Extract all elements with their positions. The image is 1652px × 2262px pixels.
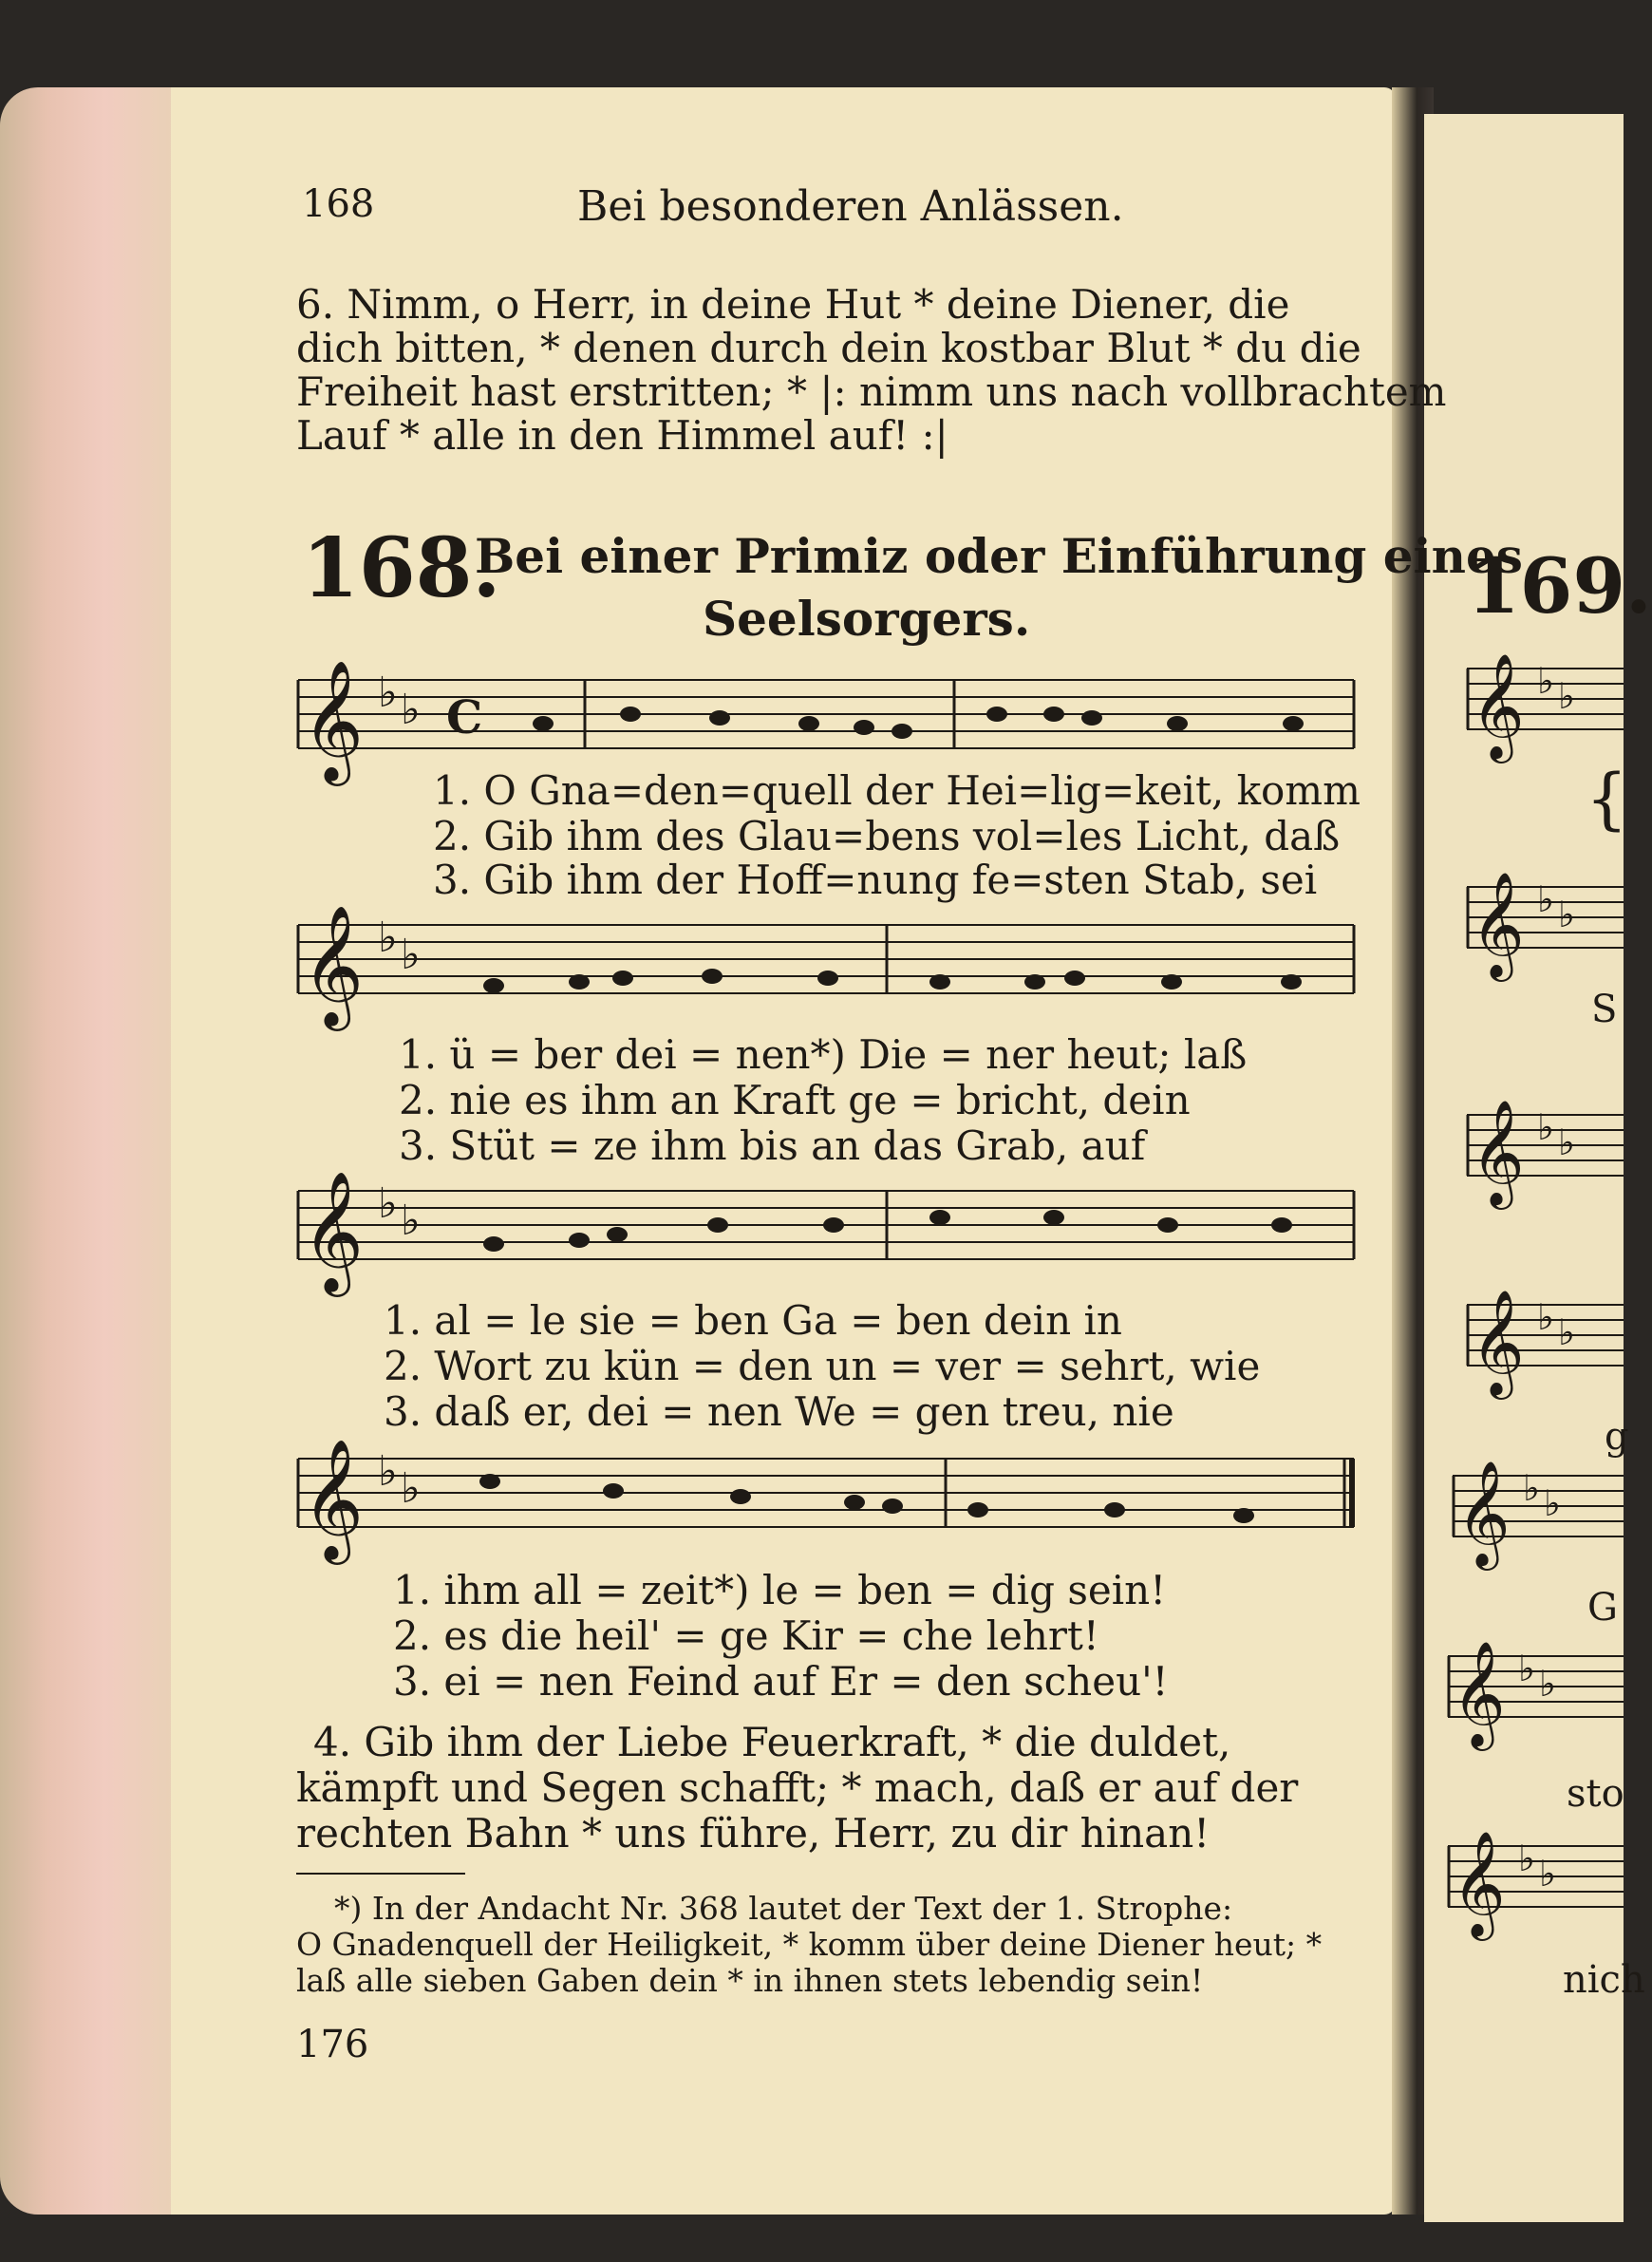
lyric-line: 3. Stüt = ze ihm bis an das Grab, auf xyxy=(399,1122,1146,1169)
svg-text:♭: ♭ xyxy=(1537,1296,1554,1338)
svg-text:𝄞: 𝄞 xyxy=(302,659,365,781)
right-staff-3 xyxy=(1467,1099,1624,1205)
footnote-line: O Gnadenquell der Heiligkeit, * komm über deine Diener heut; * xyxy=(296,1926,1323,1963)
svg-text:♭: ♭ xyxy=(1558,675,1575,717)
svg-text:♭: ♭ xyxy=(401,1197,421,1245)
music-staff-4 xyxy=(294,1438,1358,1559)
svg-text:𝄞: 𝄞 xyxy=(1452,1830,1506,1936)
hymn-title-line2: Seelsorgers. xyxy=(703,591,1031,647)
next-hymn-number: 169. xyxy=(1467,541,1652,631)
svg-text:♭: ♭ xyxy=(1518,1838,1535,1879)
right-staff-4 xyxy=(1467,1289,1624,1395)
svg-text:♭: ♭ xyxy=(378,1447,398,1496)
svg-text:♭: ♭ xyxy=(1544,1482,1561,1524)
footnote-line: *) In der Andacht Nr. 368 lautet der Text der 1. Strophe: xyxy=(334,1890,1233,1927)
lyric-line: 1. al = le sie = ben Ga = ben dein in xyxy=(384,1297,1122,1344)
svg-text:♭: ♭ xyxy=(1558,1122,1575,1163)
svg-text:𝄞: 𝄞 xyxy=(1452,1640,1506,1746)
right-staff-1 xyxy=(1467,652,1624,759)
right-staff-5 xyxy=(1453,1460,1624,1566)
lyric-line: 3. ei = nen Feind auf Er = den scheu'! xyxy=(393,1658,1169,1705)
lyric-line: 1. ihm all = zeit*) le = ben = dig sein! xyxy=(393,1567,1167,1613)
svg-text:♭: ♭ xyxy=(401,1464,421,1513)
right-staff-6 xyxy=(1448,1640,1624,1746)
svg-text:♭: ♭ xyxy=(1523,1467,1540,1509)
verse6-line: 6. Nimm, o Herr, in deine Hut * deine Diener, die xyxy=(296,281,1290,328)
verse6-line: Lauf * alle in den Himmel auf! :| xyxy=(296,412,948,459)
svg-text:♭: ♭ xyxy=(1539,1663,1556,1705)
lyric-line: 1. ü = ber dei = nen*) Die = ner heut; laß xyxy=(399,1031,1248,1078)
verse6-line: Freiheit hast erstritten; * |: nimm uns nach vollbrachtem xyxy=(296,368,1447,415)
svg-text:♭: ♭ xyxy=(401,686,421,734)
lyric-line: 3. daß er, dei = nen We = gen treu, nie xyxy=(384,1388,1174,1435)
header-page-label: 168 xyxy=(302,182,375,226)
svg-text:♭: ♭ xyxy=(378,914,398,962)
svg-text:C: C xyxy=(446,691,483,745)
right-fragment: sto xyxy=(1567,1772,1624,1816)
svg-text:♭: ♭ xyxy=(1518,1648,1535,1689)
svg-text:𝄞: 𝄞 xyxy=(1471,871,1525,977)
hymn-number: 168. xyxy=(302,520,501,616)
lyric-line: 2. es die heil' = ge Kir = che lehrt! xyxy=(393,1612,1099,1659)
svg-text:𝄞: 𝄞 xyxy=(1471,1289,1525,1395)
right-fragment: g xyxy=(1605,1415,1629,1459)
header-title: Bei besonderen Anlässen. xyxy=(577,182,1124,231)
music-staff-2 xyxy=(294,904,1358,1026)
svg-text:♭: ♭ xyxy=(1558,1311,1575,1353)
lyric-line: 1. O Gna=den=quell der Hei=lig=keit, komm xyxy=(433,767,1361,814)
lyric-line: 2. Wort zu kün = den un = ver = sehrt, wie xyxy=(384,1343,1261,1389)
svg-text:♭: ♭ xyxy=(1537,878,1554,920)
lyric-line: 2. Gib ihm des Glau=bens vol=les Licht, daß xyxy=(433,813,1341,859)
svg-text:♭: ♭ xyxy=(1539,1853,1556,1894)
footnote-line: laß alle sieben Gaben dein * in ihnen stets lebendig sein! xyxy=(296,1962,1204,1999)
hymn-title-line1: Bei einer Primiz oder Einführung eines xyxy=(475,528,1523,584)
verse6-line: dich bitten, * denen durch dein kostbar Blut * du die xyxy=(296,325,1361,371)
right-staff-7 xyxy=(1448,1830,1624,1936)
page-number: 176 xyxy=(296,2023,369,2066)
svg-text:𝄞: 𝄞 xyxy=(1471,652,1525,759)
lyric-line: 2. nie es ihm an Kraft ge = bricht, dein xyxy=(399,1077,1191,1123)
svg-text:♭: ♭ xyxy=(401,931,421,979)
svg-text:♭: ♭ xyxy=(1537,1106,1554,1148)
right-fragment: nich xyxy=(1563,1958,1645,2002)
verse4-line: kämpft und Segen schafft; * mach, daß er auf der xyxy=(296,1764,1299,1811)
right-fragment: G xyxy=(1587,1586,1618,1630)
svg-text:♭: ♭ xyxy=(378,669,398,717)
svg-text:♭: ♭ xyxy=(378,1179,398,1228)
svg-text:𝄞: 𝄞 xyxy=(302,1170,365,1291)
music-staff-1 xyxy=(294,659,1358,781)
music-staff-3 xyxy=(294,1170,1358,1291)
verse4-line: 4. Gib ihm der Liebe Feuerkraft, * die duldet, xyxy=(313,1719,1231,1765)
lyric-line: 3. Gib ihm der Hoff=nung fe=sten Stab, sei xyxy=(433,857,1318,903)
svg-text:♭: ♭ xyxy=(1537,660,1554,702)
right-staff-2 xyxy=(1467,871,1624,977)
right-brace: { xyxy=(1586,760,1628,838)
svg-text:𝄞: 𝄞 xyxy=(1471,1099,1525,1205)
svg-text:𝄞: 𝄞 xyxy=(302,904,365,1026)
verse4-line: rechten Bahn * uns führe, Herr, zu dir hinan! xyxy=(296,1810,1211,1857)
svg-text:𝄞: 𝄞 xyxy=(302,1438,365,1559)
book-page-edges xyxy=(0,87,190,2215)
svg-text:𝄞: 𝄞 xyxy=(1456,1460,1511,1566)
right-fragment: S xyxy=(1591,988,1618,1031)
footnote-rule xyxy=(296,1873,465,1875)
svg-text:♭: ♭ xyxy=(1558,894,1575,935)
